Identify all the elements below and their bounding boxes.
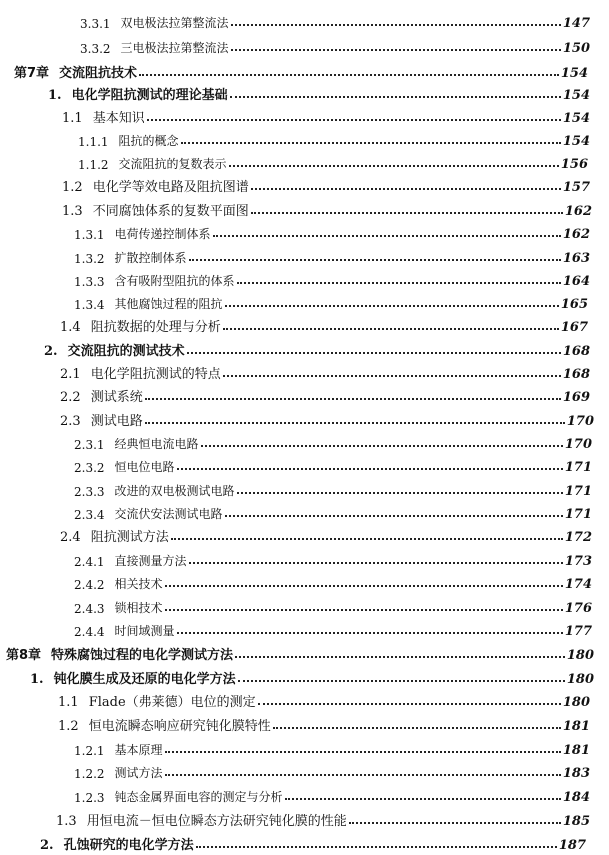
toc-entry-number: 2.4.1 bbox=[74, 555, 105, 569]
toc-entry-number: 第8章 bbox=[6, 648, 42, 663]
toc-entry bbox=[48, 81, 590, 103]
toc-entry-title: 钝化膜生成及还原的电化学方法 bbox=[53, 672, 236, 687]
dot-leader bbox=[187, 352, 561, 354]
toc-entry-number: 3.3.2 bbox=[80, 42, 111, 56]
toc-entry bbox=[58, 712, 590, 734]
dot-leader bbox=[285, 798, 561, 800]
toc-entry bbox=[14, 59, 588, 81]
toc-entry bbox=[74, 430, 592, 452]
toc-entry bbox=[80, 9, 590, 31]
toc-entry-title: 电化学阻抗测试的特点 bbox=[90, 367, 221, 382]
toc-entry bbox=[74, 547, 592, 569]
toc-entry-number: 1.3.4 bbox=[74, 298, 105, 312]
toc-entry bbox=[62, 104, 590, 126]
toc-entry-page: 183 bbox=[562, 766, 590, 781]
toc-entry-number: 2.3.4 bbox=[74, 508, 105, 522]
toc-entry-number: 1.3 bbox=[62, 204, 83, 219]
toc-entry bbox=[74, 617, 592, 639]
toc-entry-page: 176 bbox=[564, 601, 592, 616]
dot-leader bbox=[145, 398, 561, 400]
dot-leader bbox=[213, 235, 561, 237]
toc-entry-page: 173 bbox=[564, 554, 592, 569]
toc-entry-page: 184 bbox=[562, 790, 590, 805]
dot-leader bbox=[181, 142, 561, 144]
toc-entry bbox=[74, 290, 588, 312]
toc-entry-page: 172 bbox=[564, 530, 592, 545]
toc-entry bbox=[74, 244, 590, 266]
toc-entry-title: 孔蚀研究的电化学方法 bbox=[63, 838, 194, 853]
toc-entry-page: 187 bbox=[558, 838, 586, 853]
toc-entry-page: 162 bbox=[564, 204, 592, 219]
toc-entry-page: 147 bbox=[562, 16, 590, 31]
toc-entry-title: 直接测量方法 bbox=[114, 554, 187, 568]
toc-entry-page: 171 bbox=[564, 484, 592, 499]
toc-entry-page: 150 bbox=[562, 41, 590, 56]
toc-entry-page: 181 bbox=[562, 743, 590, 758]
toc-entry bbox=[74, 500, 592, 522]
dot-leader bbox=[237, 492, 563, 494]
toc-entry-title: 交流伏安法测试电路 bbox=[114, 507, 223, 521]
dot-leader bbox=[165, 751, 561, 753]
toc-entry bbox=[6, 641, 594, 663]
toc-entry-page: 170 bbox=[564, 437, 592, 452]
toc-entry-title: 测试方法 bbox=[114, 766, 163, 780]
toc-entry-page: 154 bbox=[562, 111, 590, 126]
toc-entry bbox=[74, 736, 590, 758]
dot-leader bbox=[177, 468, 563, 470]
toc-entry-title: 阻抗的概念 bbox=[118, 134, 179, 148]
toc-entry-page: 180 bbox=[566, 648, 594, 663]
dot-leader bbox=[223, 375, 561, 377]
toc-entry bbox=[56, 807, 590, 829]
toc-entry-title: 恒电流瞬态响应研究钝化膜特性 bbox=[88, 719, 271, 734]
toc-entry-title: 电化学阻抗测试的理论基础 bbox=[71, 88, 228, 103]
toc-entry bbox=[74, 477, 592, 499]
toc-entry-title: 不同腐蚀体系的复数平面图 bbox=[92, 204, 249, 219]
toc-entry-page: 177 bbox=[564, 624, 592, 639]
toc-entry bbox=[58, 688, 590, 710]
dot-leader bbox=[273, 727, 561, 729]
dot-leader bbox=[139, 74, 559, 76]
toc-entry-number: 2.4.2 bbox=[74, 578, 105, 592]
toc-entry-number: 1.3.3 bbox=[74, 275, 105, 289]
toc-entry-number: 2.4.3 bbox=[74, 602, 105, 616]
toc-entry bbox=[74, 759, 590, 781]
toc-entry-title: 扩散控制体系 bbox=[114, 251, 187, 265]
dot-leader bbox=[230, 96, 561, 98]
dot-leader bbox=[165, 774, 561, 776]
toc-entry-page: 169 bbox=[562, 390, 590, 405]
toc-entry-title: 电化学等效电路及阻抗图谱 bbox=[92, 180, 249, 195]
toc-entry-number: 1. bbox=[48, 88, 62, 103]
dot-leader bbox=[145, 422, 565, 424]
toc-entry-page: 180 bbox=[566, 672, 594, 687]
toc-entry bbox=[74, 220, 590, 242]
toc-entry-page: 170 bbox=[566, 414, 594, 429]
toc-entry-title: 三电极法拉第整流法 bbox=[120, 41, 229, 55]
toc-entry-number: 1.3.2 bbox=[74, 252, 105, 266]
toc-entry bbox=[74, 783, 590, 805]
toc-entry-title: 恒电位电路 bbox=[114, 460, 175, 474]
dot-leader bbox=[235, 656, 565, 658]
toc-entry bbox=[78, 127, 590, 149]
toc-entry bbox=[74, 453, 592, 475]
toc-entry-title: 电荷传递控制体系 bbox=[114, 227, 211, 241]
toc-entry-number: 1.3 bbox=[56, 814, 77, 829]
toc-entry-page: 174 bbox=[564, 577, 592, 592]
dot-leader bbox=[251, 188, 561, 190]
toc-entry-title: 其他腐蚀过程的阻抗 bbox=[114, 297, 223, 311]
toc-entry-number: 1.2 bbox=[62, 180, 83, 195]
toc-entry-page: 168 bbox=[562, 367, 590, 382]
toc-entry bbox=[60, 360, 590, 382]
toc-entry bbox=[74, 570, 592, 592]
dot-leader bbox=[349, 822, 561, 824]
toc-entry-title: 经典恒电流电路 bbox=[114, 437, 199, 451]
toc-entry-page: 164 bbox=[562, 274, 590, 289]
toc-entry bbox=[62, 173, 590, 195]
toc-entry-page: 171 bbox=[564, 460, 592, 475]
toc-entry-title: 交流阻抗的复数表示 bbox=[118, 157, 227, 171]
toc-entry-number: 2.4 bbox=[60, 530, 81, 545]
toc-entry-number: 1.4 bbox=[60, 320, 81, 335]
toc-entry bbox=[60, 523, 592, 545]
toc-entry-page: 180 bbox=[562, 695, 590, 710]
toc-entry bbox=[40, 831, 586, 853]
dot-leader bbox=[225, 515, 563, 517]
toc-entry-number: 1.2.1 bbox=[74, 744, 105, 758]
toc-entry bbox=[62, 197, 592, 219]
toc-entry-title: 交流阻抗的测试技术 bbox=[67, 344, 185, 359]
toc-entry-title: 钝态金属界面电容的测定与分析 bbox=[114, 790, 283, 804]
dot-leader bbox=[189, 259, 561, 261]
toc-entry bbox=[60, 313, 588, 335]
toc-entry-title: 测试系统 bbox=[90, 390, 143, 405]
toc-entry-number: 2.1 bbox=[60, 367, 81, 382]
toc-entry-number: 3.3.1 bbox=[80, 17, 111, 31]
toc-entry-number: 2.4.4 bbox=[74, 625, 105, 639]
toc-entry-number: 1.1.2 bbox=[78, 158, 109, 172]
toc-entry-page: 167 bbox=[560, 320, 588, 335]
toc-entry-page: 165 bbox=[560, 297, 588, 312]
toc-entry-page: 156 bbox=[560, 157, 588, 172]
toc-entry bbox=[44, 337, 590, 359]
toc-entry-number: 1. bbox=[30, 672, 44, 687]
toc-entry-number: 2.3.3 bbox=[74, 485, 105, 499]
toc-entry-title: 锁相技术 bbox=[114, 601, 163, 615]
dot-leader bbox=[147, 119, 561, 121]
dot-leader bbox=[223, 328, 559, 330]
toc-entry-title: 测试电路 bbox=[90, 414, 143, 429]
dot-leader bbox=[231, 49, 561, 51]
toc-entry-page: 163 bbox=[562, 251, 590, 266]
toc-entry bbox=[80, 34, 590, 56]
toc-entry-title: 阻抗数据的处理与分析 bbox=[90, 320, 221, 335]
toc-entry-number: 1.2.3 bbox=[74, 791, 105, 805]
dot-leader bbox=[201, 445, 563, 447]
dot-leader bbox=[258, 703, 561, 705]
dot-leader bbox=[251, 212, 563, 214]
toc-entry-page: 185 bbox=[562, 814, 590, 829]
toc-entry-title: 相关技术 bbox=[114, 577, 163, 591]
toc-entry-title: 基本知识 bbox=[92, 111, 145, 126]
toc-entry-page: 162 bbox=[562, 227, 590, 242]
toc-entry-page: 154 bbox=[562, 88, 590, 103]
dot-leader bbox=[231, 24, 561, 26]
toc-entry-number: 2.2 bbox=[60, 390, 81, 405]
dot-leader bbox=[177, 632, 563, 634]
dot-leader bbox=[189, 562, 563, 564]
toc-entry-number: 2.3.2 bbox=[74, 461, 105, 475]
toc-entry-number: 1.1.1 bbox=[78, 135, 109, 149]
toc-entry-title: Flade（弗莱德）电位的测定 bbox=[88, 695, 256, 710]
toc-entry-number: 1.1 bbox=[62, 111, 83, 126]
toc-entry-number: 2.3.1 bbox=[74, 438, 105, 452]
dot-leader bbox=[165, 609, 563, 611]
toc-entry-number: 1.1 bbox=[58, 695, 79, 710]
dot-leader bbox=[238, 680, 565, 682]
toc-entry-title: 特殊腐蚀过程的电化学测试方法 bbox=[51, 648, 234, 663]
toc-entry bbox=[74, 267, 590, 289]
toc-entry-page: 154 bbox=[560, 66, 588, 81]
toc-entry-page: 168 bbox=[562, 344, 590, 359]
toc-entry-title: 用恒电流－恒电位瞬态方法研究钝化膜的性能 bbox=[86, 814, 347, 829]
toc-entry-title: 阻抗测试方法 bbox=[90, 530, 169, 545]
toc-entry-number: 2. bbox=[40, 838, 54, 853]
toc-entry-number: 1.2 bbox=[58, 719, 79, 734]
toc-entry-number: 1.2.2 bbox=[74, 767, 105, 781]
toc-entry-page: 154 bbox=[562, 134, 590, 149]
dot-leader bbox=[225, 305, 559, 307]
toc-entry bbox=[78, 150, 588, 172]
toc-entry-number: 1.3.1 bbox=[74, 228, 105, 242]
toc-entry bbox=[60, 383, 590, 405]
dot-leader bbox=[237, 282, 561, 284]
toc-entry-page: 157 bbox=[562, 180, 590, 195]
toc-entry-title: 基本原理 bbox=[114, 743, 163, 757]
toc-entry-page: 171 bbox=[564, 507, 592, 522]
toc-entry-title: 时间域测量 bbox=[114, 624, 175, 638]
toc-entry-title: 改进的双电极测试电路 bbox=[114, 484, 235, 498]
dot-leader bbox=[165, 585, 563, 587]
toc-entry-number: 第7章 bbox=[14, 66, 50, 81]
toc-entry bbox=[60, 407, 594, 429]
toc-entry-title: 双电极法拉第整流法 bbox=[120, 16, 229, 30]
toc-entry bbox=[30, 665, 594, 687]
toc-entry-number: 2.3 bbox=[60, 414, 81, 429]
dot-leader bbox=[171, 538, 563, 540]
dot-leader bbox=[229, 165, 559, 167]
toc-entry-page: 181 bbox=[562, 719, 590, 734]
toc-entry-number: 2. bbox=[44, 344, 58, 359]
toc-entry-title: 交流阻抗技术 bbox=[59, 66, 138, 81]
dot-leader bbox=[196, 846, 557, 848]
toc-entry bbox=[74, 594, 592, 616]
toc-entry-title: 含有吸附型阻抗的体系 bbox=[114, 274, 235, 288]
